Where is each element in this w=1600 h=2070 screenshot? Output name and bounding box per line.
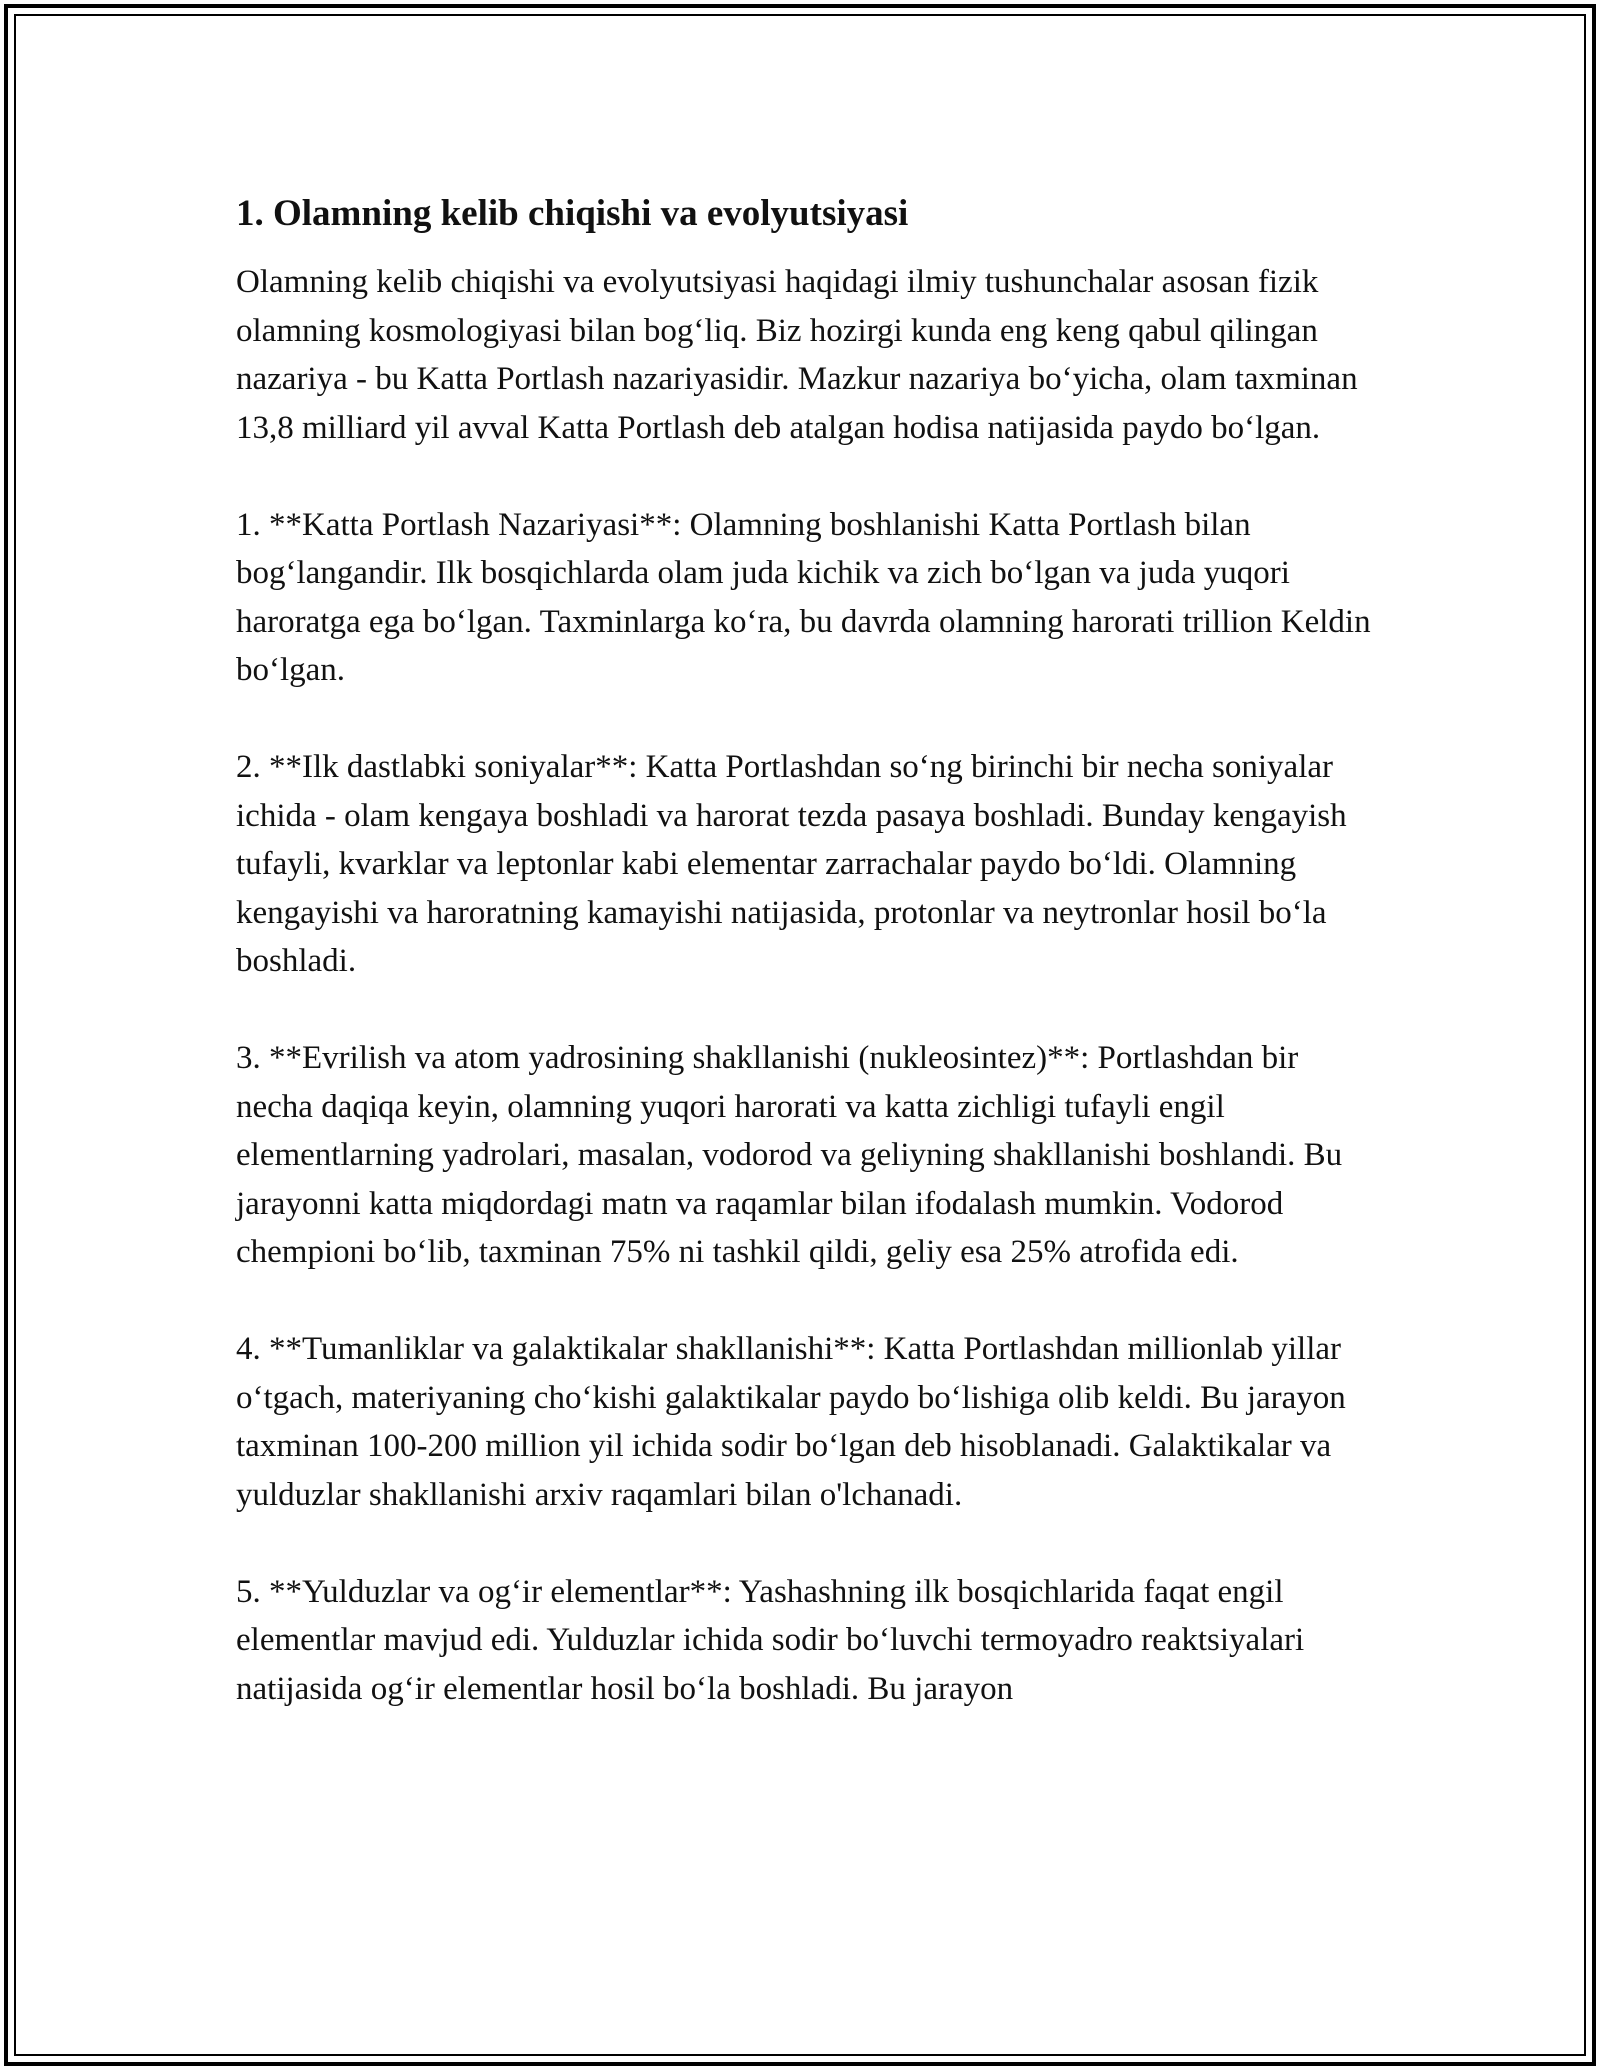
- section-heading: 1. Olamning kelib chiqishi va evolyutsiyasi: [236, 193, 909, 234]
- list-item-nucleosynthesis: 3. **Evrilish va atom yadrosining shakllanishi (nukleosintez)**: Portlashdan bir necha daqiqa keyin, olamning yuqori harorati va katta zichligi tufayli engil elementlarning yadrolari, masalan, vodorod va geliyning shakllanishi boshlandi. Bu jarayonni katta miqdordagi matn va raqamlar bilan ifodalash mumkin. Vodorod chempioni bo‘lib, taxminan 75% ni tashkil qildi, geliy esa 25% atrofida edi.: [236, 1040, 1343, 1270]
- list-item-galaxy-formation: 4. **Tumanliklar va galaktikalar shakllanishi**: Katta Portlashdan millionlab yillar o‘tgach, materiyaning cho‘kishi galaktikalar paydo bo‘lishiga olib keldi. Bu jarayon taxminan 100-200 million yil ichida sodir bo‘lgan deb hisoblanadi. Galaktikalar va yulduzlar shakllanishi arxiv raqamlari bilan o'lchanadi.: [236, 1331, 1346, 1513]
- list-item-first-seconds: 2. **Ilk dastlabki soniyalar**: Katta Portlashdan so‘ng birinchi bir necha soniyalar ichida - olam kengaya boshladi va harorat tezda pasaya boshladi. Bunday kengayish tufayli, kvarklar va leptonlar kabi elementar zarrachalar paydo bo‘ldi. Olamning kengayishi va haroratning kamayishi natijasida, protonlar va neytronlar hosil bo‘la boshladi.: [236, 749, 1347, 979]
- intro-paragraph: Olamning kelib chiqishi va evolyutsiyasi haqidagi ilmiy tushunchalar asosan fizik olamning kosmologiyasi bilan bog‘liq. Biz hozirgi kunda eng keng qabul qilingan nazariya - bu Katta Portlash nazariyasidir. Mazkur nazariya bo‘yicha, olam taxminan 13,8 milliard yil avval Katta Portlash deb atalgan hodisa natijasida paydo bo‘lgan.: [236, 264, 1358, 446]
- list-item-big-bang-theory: 1. **Katta Portlash Nazariyasi**: Olamning boshlanishi Katta Portlash bilan bog‘langandir. Ilk bosqichlarda olam juda kichik va zich bo‘lgan va juda yuqori haroratga ega bo‘lgan. Taxminlarga ko‘ra, bu davrda olamning harorati trillion Keldin bo‘lgan.: [236, 506, 1371, 688]
- list-item-stars-heavy-elements: 5. **Yulduzlar va og‘ir elementlar**: Yashashning ilk bosqichlarida faqat engil elementlar mavjud edi. Yulduzlar ichida sodir bo‘luvchi termoyadro reaktsiyalari natijasida og‘ir elementlar hosil bo‘la boshladi. Bu jarayon: [236, 1573, 1305, 1707]
- document-body: [236, 188, 1376, 1713]
